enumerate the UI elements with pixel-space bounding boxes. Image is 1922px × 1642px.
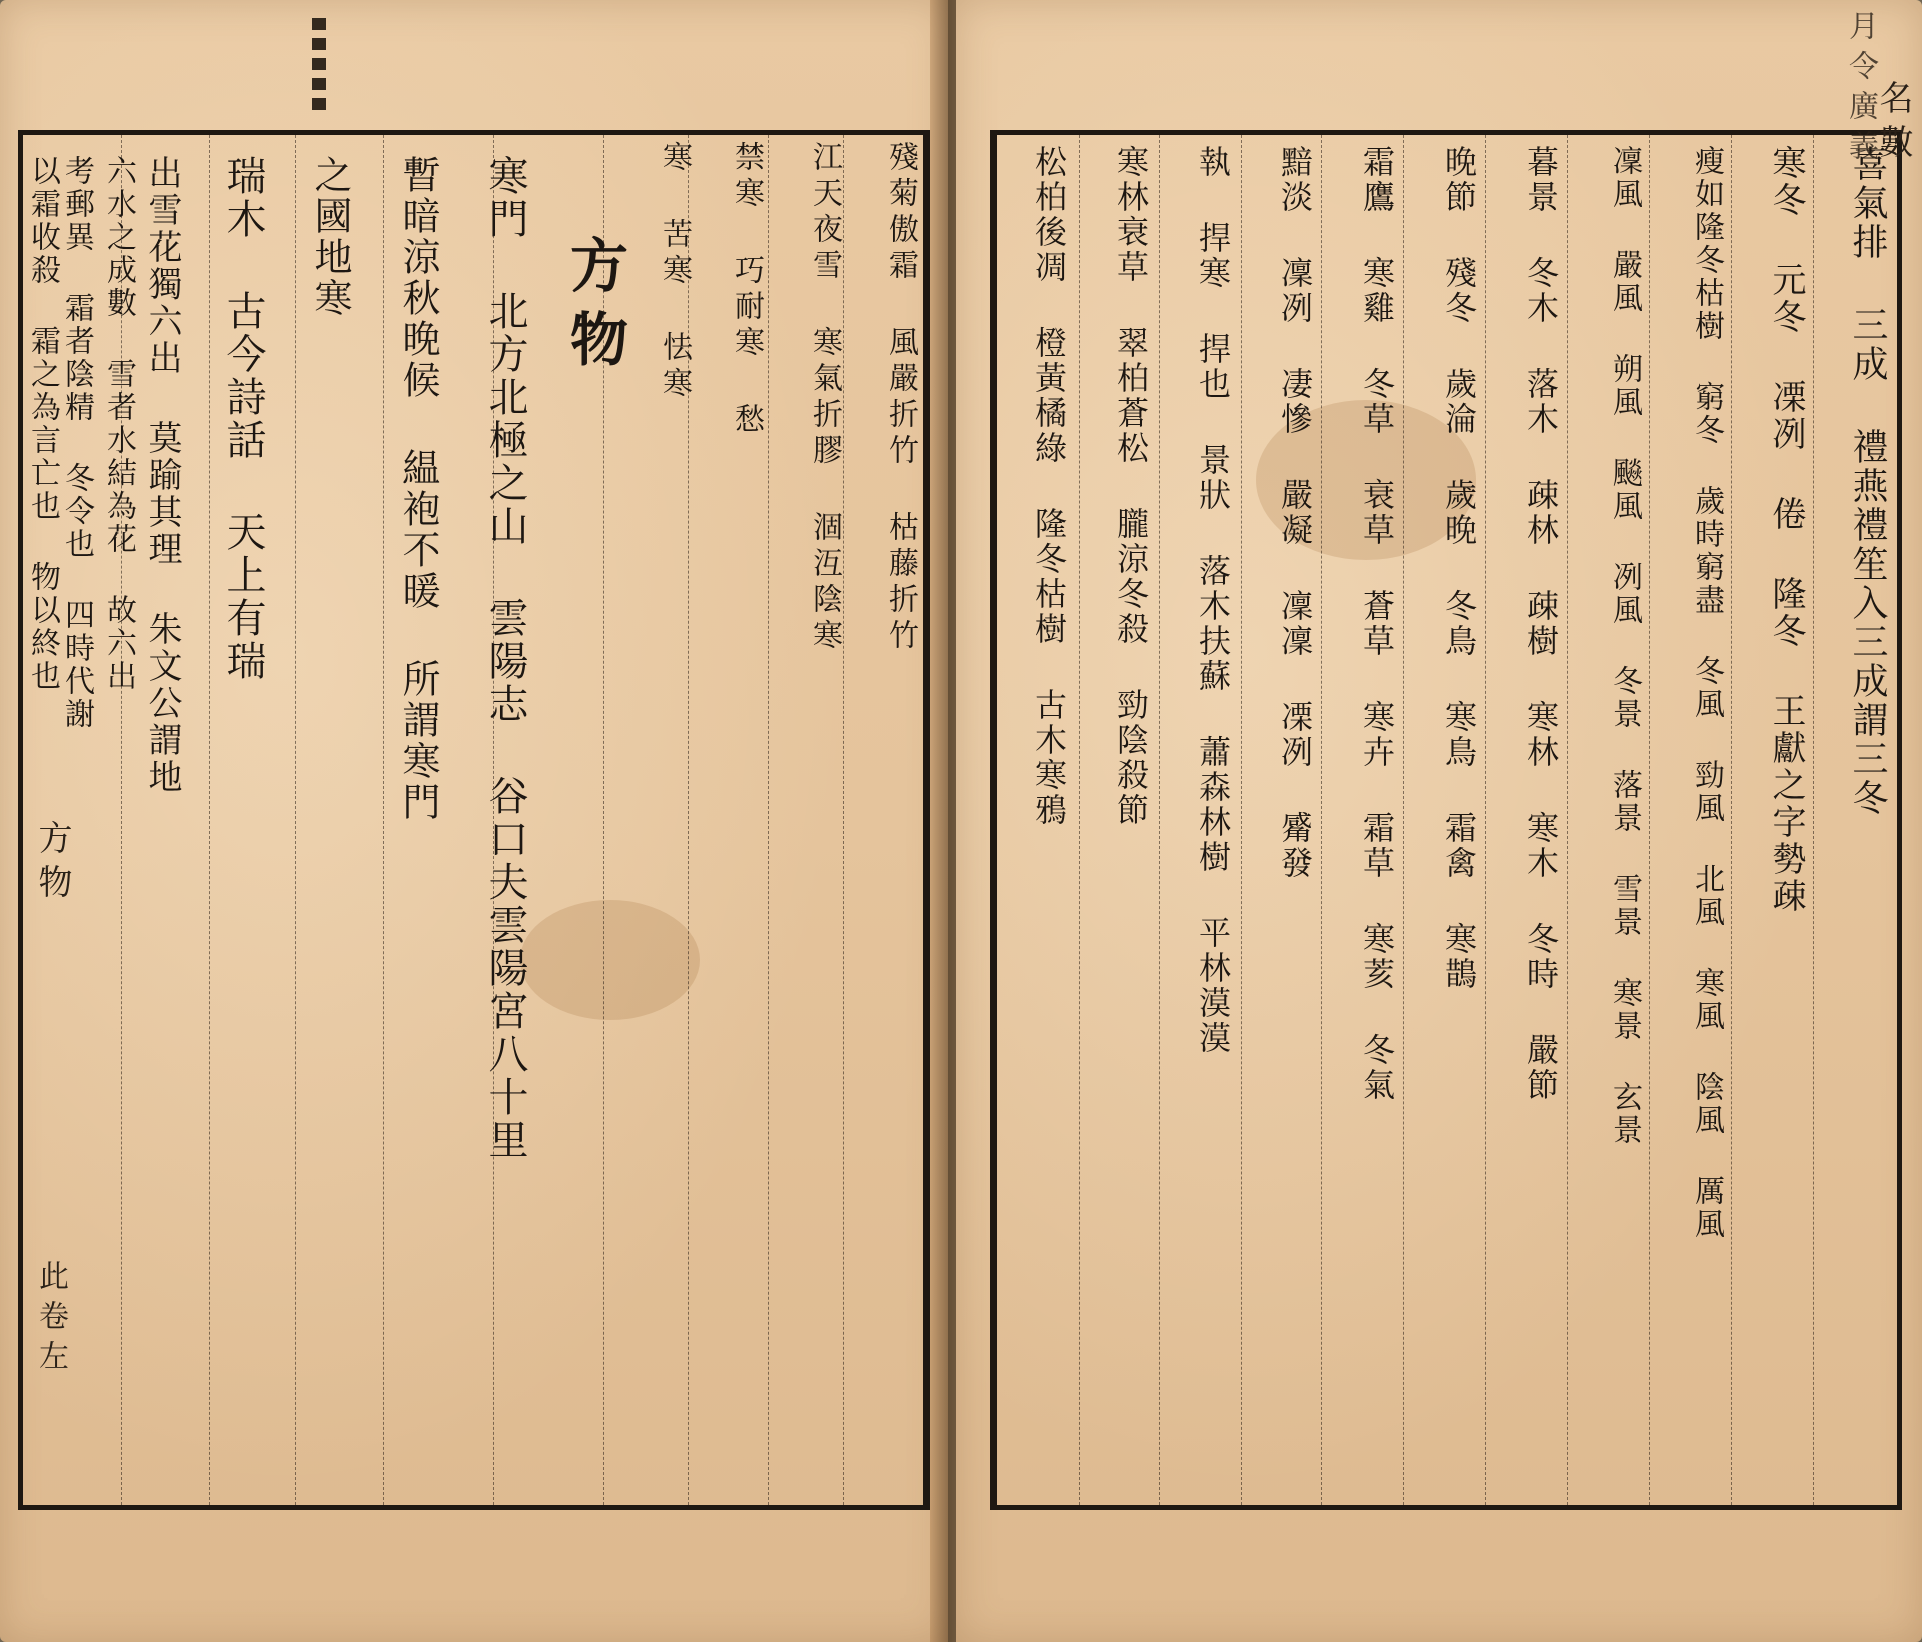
binding-marks [312,18,326,118]
left-column-1: 寒門 北方北極之山 雲陽志 谷口夫雲陽宮八十里 [482,155,528,1162]
left-column-7: 考郵異 霜者陰精 冬令也 四時代謝 [59,155,94,731]
left-column-4: 瑞木 古今詩話 天上有瑞 [220,155,266,683]
right-column-9: 執 捍寒 捍也 景狀 落木扶蘇 蕭森林樹 平林漠漠 [1194,145,1232,1056]
left-page [0,0,948,1642]
right-side-label: 名數 [1873,80,1913,168]
right-column-10: 寒林衰草 翠柏蒼松 朧涼冬殺 勁陰殺節 [1112,145,1150,828]
upper-column-1: 殘菊傲霜 風嚴折竹 枯藤折竹 [883,141,918,655]
left-column-5: 出雪花獨六出 莫踰其理 朱文公謂地 [142,155,182,796]
right-column-5: 暮景 冬木 落木 疎林 疎樹 寒林 寒木 冬時 嚴節 [1522,145,1560,1103]
upper-column-4: 寒 苦寒 怯寒 [657,141,692,403]
right-column-2: 寒冬 元冬 凓冽 倦 隆冬 王獻之字勢疎 [1766,145,1806,915]
right-column-6: 晚節 殘冬 歲淪 歲晚 冬鳥 寒鳥 霜禽 寒鵲 [1440,145,1478,992]
left-side-label: 方物 [32,820,72,908]
upper-column-2: 江天夜雪 寒氣折膠 涸沍陰寒 [807,141,842,655]
right-column-7: 霜鷹 寒雞 冬草 衰草 蒼草 寒卉 霜草 寒荄 冬氣 [1358,145,1396,1103]
right-column-11: 松柏後凋 橙黃橘綠 隆冬枯樹 古木寒鴉 [1030,145,1068,828]
left-bottom-corner: 此卷左 [33,1260,68,1380]
left-frame [18,130,930,1510]
upper-column-3: 禁寒 巧耐寒 愁 [729,141,764,439]
left-column-3: 之國地寒 [308,155,352,319]
right-column-4: 凜風 嚴風 朔風 飈風 冽風 冬景 落景 雪景 寒景 玄景 [1607,145,1642,1147]
right-top-title: 月令廣義 [1843,10,1878,170]
left-column-2: 暫暗涼秋晚候 緼袍不暖 所謂寒門 [396,155,440,823]
left-column-8: 以霜收殺 霜之為言亡也 物以終也 [25,155,60,693]
right-frame [990,130,1902,1510]
right-column-1: 喜氣排 三成 禮燕禮笙入三成謂三冬 [1847,145,1888,818]
right-page [956,0,1922,1642]
section-heading: 方物 [560,235,628,383]
right-column-3: 瘦如隆冬枯樹 窮冬 歲時窮盡 冬風 勁風 北風 寒風 陰風 厲風 [1689,145,1724,1241]
left-column-6: 六水之成數 雪者水結為花 故六出 [101,155,136,693]
right-column-8: 黯淡 凜冽 凄慘 嚴凝 凜凜 凓冽 觱發 [1276,145,1314,881]
